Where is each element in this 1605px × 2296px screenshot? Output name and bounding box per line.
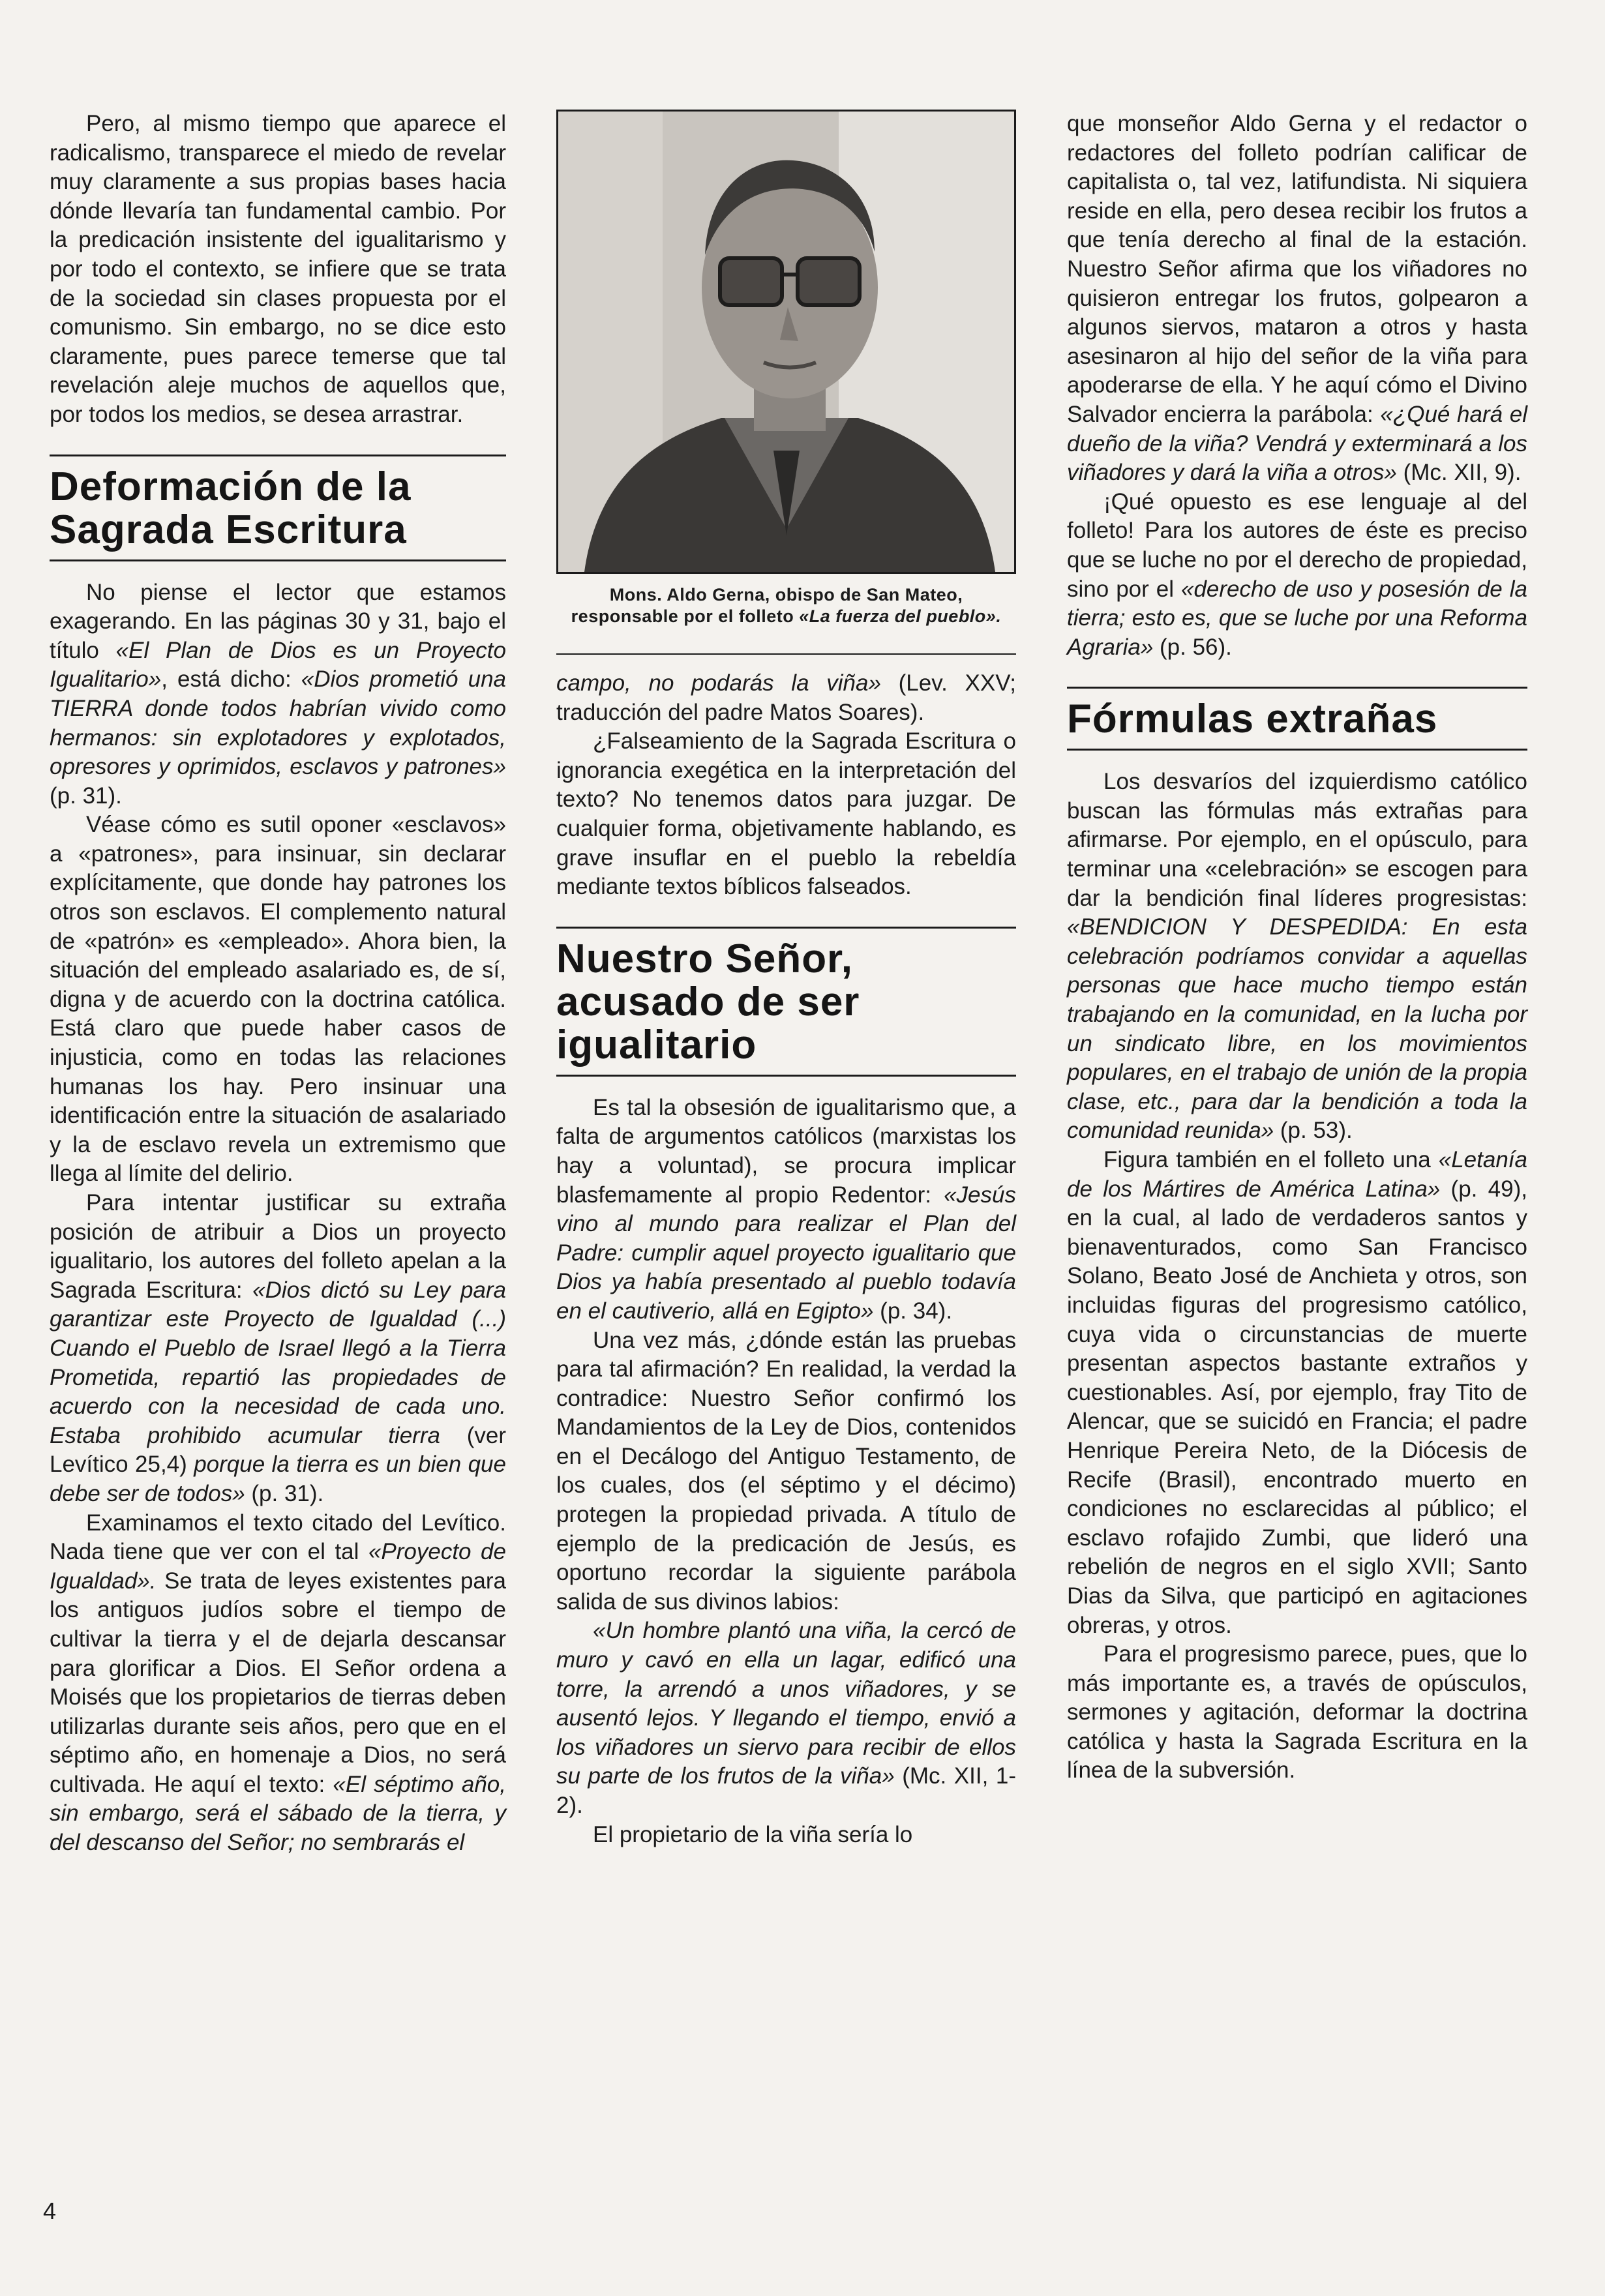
section-heading-nuestro-senor: Nuestro Señor, acusado de ser igualitario	[556, 936, 860, 1067]
column-left	[50, 110, 506, 1858]
paragraph: Para el progresismo parece, pues, que lo más importante es, a través de opúsculos, sermones y agitación, deformar la doctrina católica y hasta la Sagrada Escritura en la línea de la subversión.	[1067, 1641, 1527, 1783]
paragraph-intro: Pero, al mismo tiempo que aparece el radicalismo, transparece el miedo de revelar muy claramente a sus propias bases hacia dónde llevaría tan fundamental cambio. Por la predicación insistente del igualitarismo y por todo el contexto, se infiere que se trata de la sociedad sin clases propuesta por el comunismo. Sin embargo, no se dice esto claramente, pues parece temerse que tal revelación aleje muchos de aquellos que, por todos los medios, se desea arrastrar.	[50, 111, 506, 427]
portrait-illustration	[558, 112, 1014, 572]
column-middle	[556, 110, 1016, 1849]
section-rule-bottom	[556, 1075, 1016, 1077]
paragraph: ¡Qué opuesto es ese lenguaje al del folleto! Para los autores de éste es preciso que se luche no por el derecho de propiedad, sino por el «derecho de uso y posesión de la tierra; esto es, que se luche por una Reforma Agraria» (p. 56).	[1067, 488, 1527, 660]
paragraph: Para intentar justificar su extraña posición de atribuir a Dios un proyecto igualitario, los autores del folleto apelan a la Sagrada Escritura: «Dios dictó su Ley para garantizar este Proyecto de Igualdad (...) Cuando el Pueblo de Israel llegó a la Tierra Prometida, repartió las propiedades de acuerdo con la necesidad de cada uno. Estaba prohibido acumular tierra (ver Levítico 25,4) porque la tierra es un bien que debe ser de todos» (p. 31).	[50, 1190, 507, 1506]
section-rule-bottom	[1067, 749, 1527, 751]
section-rule-top	[1067, 687, 1527, 689]
section-heading-formulas: Fórmulas extrañas	[1067, 696, 1438, 742]
column-right	[1067, 110, 1527, 1785]
paragraph: Una vez más, ¿dónde están las pruebas para tal afirmación? En realidad, la verdad la contradice: Nuestro Señor confirmó los Mandamientos de la Ley de Dios, contenidos en el Decálogo del Antiguo Testamento, de los cuales, dos (el séptimo y el décimo) protegen la propiedad privada. A título de ejemplo de la predicación de Jesús, es oportuno recordar la siguiente parábola salida de sus divinos labios:	[556, 1327, 1016, 1615]
paragraph: Los desvaríos del izquierdismo católico buscan las fórmulas más extrañas para afirmarse. Por ejemplo, en el opúsculo, para terminar una «celebración» se escogen para dar la bendición final líderes progresistas: «BENDICION Y DESPEDIDA: En esta celebración podríamos convidar a aquellas personas que hace mucho tiempo están trabajando en la comunidad, en la lucha por un sindicato libre, en los movimientos populares, en el trabajo de unión de la propia clase, etc., para dar la bendición a toda la comunidad reunida» (p. 53).	[1067, 769, 1527, 1144]
paragraph: El propietario de la viña sería lo	[593, 1821, 913, 1847]
section-rule-bottom	[50, 559, 506, 561]
paragraph-quote: «Un hombre plantó una viña, la cercó de muro y cavó en ella un lagar, edificó una torre, la arrendó a unos viñadores, y se ausentó lejos. Y llegando el tiempo, envió a los viñadores un siervo para recibir de ellos su parte de los frutos de la viña» (Mc. XII, 1-2).	[556, 1618, 1016, 1818]
paragraph: No piense el lector que estamos exagerando. En las páginas 30 y 31, bajo el título «El Plan de Dios es un Proyecto Igualitario», está dicho: «Dios prometió una TIERRA donde todos habrían vivido como hermanos: sin explotadores y explotados, opresores y oprimidos, esclavos y patrones» (p. 31).	[50, 579, 507, 809]
paragraph-continued: que monseñor Aldo Gerna y el redactor o redactores del folleto podrían calificar de capitalista o, tal vez, latifundista. Ni siquiera reside en ella, pero desea recibir los frutos a que tenía derecho al final de la estación. Nuestro Señor afirma que los viñadores no quisieron entregar los frutos, golpearon a algunos siervos, mataron a otros y hasta asesinaron al hijo del señor de la viña para apoderarse de ella. Y he aquí cómo el Divino Salvador encierra la parábola: «¿Qué hará el dueño de la viña? Vendrá y exterminará a los viñadores y dará la viña a otros» (Mc. XII, 9).	[1067, 111, 1527, 486]
page-number: 4	[43, 2198, 57, 2224]
photo-caption: Mons. Aldo Gerna, obispo de San Mateo, responsable por el folleto «La fuerza del pueblo».	[571, 585, 1002, 626]
paragraph-continued: campo, no podarás la viña» (Lev. XXV; traducción del padre Matos Soares).	[556, 670, 1017, 725]
portrait-photo	[556, 110, 1016, 574]
section-rule-top	[556, 927, 1016, 929]
paragraph: Véase cómo es sutil oponer «esclavos» a «patrones», para insinuar, sin declarar explícitamente, que donde hay patrones los otros son esclavos. El complemento natural de «patrón» es «empleado». Ahora bien, la situación del empleado asalariado es, de sí, digna y de acuerdo con la doctrina católica. Está claro que puede haber casos de injusticia, como en todas las relaciones humanas los hay. Pero insinuar una identificación entre la situación de asalariado y la de esclavo revela un extremismo que llega al límite del delirio.	[50, 812, 506, 1187]
section-heading-deformacion: Deformación de la Sagrada Escritura	[50, 464, 412, 552]
paragraph: ¿Falseamiento de la Sagrada Escritura o ignorancia exegética en la interpretación del texto? No tenemos datos para juzgar. De cualquier forma, objetivamente hablando, es grave insuflar en el pueblo la rebeldía mediante textos bíblicos falseados.	[556, 728, 1016, 900]
caption-rule	[556, 653, 1016, 655]
paragraph: Es tal la obsesión de igualitarismo que, a falta de argumentos católicos (marxistas los hay a voluntad), se procura implicar blasfemamente al propio Redentor: «Jesús vino al mundo para realizar el Plan del Padre: cumplir aquel proyecto igualitario que Dios ya había presentado al pueblo todavía en el cautiverio, allá en Egipto» (p. 34).	[556, 1094, 1016, 1324]
paragraph: Examinamos el texto citado del Levítico. Nada tiene que ver con el tal «Proyecto de Igualdad». Se trata de leyes existentes para los antiguos judíos sobre el tiempo de cultivar la tierra y el de dejarla descansar para glorificar a Dios. El Señor ordena a Moisés que los propietarios de tierras deben utilizarlas durante seis años, pero que en el séptimo año, en homenaje a Dios, no será cultivada. He aquí el texto: «El séptimo año, sin embargo, será el sábado de la tierra, y del descanso del Señor; no sembrarás el	[50, 1510, 506, 1856]
section-rule-top	[50, 455, 506, 456]
paragraph: Figura también en el folleto una «Letanía de los Mártires de América Latina» (p. 49), en la cual, al lado de verdaderos santos y bienaventurados, como San Francisco Solano, Beato José de Anchieta y otros, son incluidas figuras del progresismo católico, cuya vida o circunstancias de muerte presentan aspectos bastante extraños y cuestionables. Así, por ejemplo, fray Tito de Alencar, que se suicidó en Francia; el padre Henrique Pereira Neto, de la Diócesis de Recife (Brasil), encontrado muerto en condiciones no esclarecidas al público; el esclavo rofajido Zumbi, que lideró una rebelión de negros en el siglo XVII; Santo Dias da Silva, que participó en agitaciones obreras, y otros.	[1067, 1147, 1527, 1638]
